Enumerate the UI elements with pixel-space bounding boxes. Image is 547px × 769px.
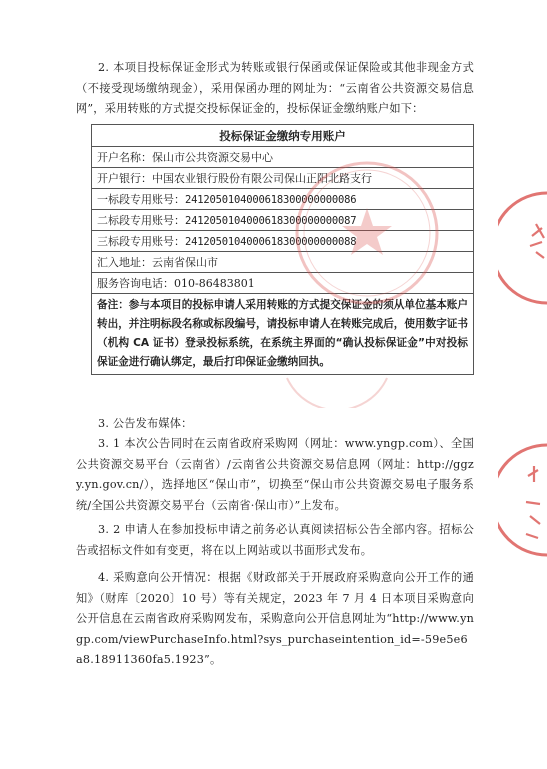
table-row (92, 168, 474, 189)
row-value: 010-86483801 (174, 277, 255, 290)
table-title: 投标保证金缴纳专用账户 (92, 125, 474, 147)
table-row (92, 231, 474, 252)
row-label: 一标段专用账号： (97, 193, 185, 206)
table-note: 备注：参与本项目的投标申请人采用转账的方式提交保证金的须从单位基本账户转出，并注明标段名称或标段编号，请投标申请人在转账完成后，使用数字证书（机构 CA 证书）登录投标系统，在系统主界面的“确认投标保证金”中对投标保证金进行确认绑定，最后打印保证金缴纳回执。 (92, 294, 474, 375)
row-value: 保山市公共资源交易中心 (152, 151, 273, 164)
row-label: 开户名称： (97, 151, 152, 164)
edge-seal-top (498, 188, 547, 308)
table-row (92, 252, 474, 273)
row-value: 云南省保山市 (152, 256, 218, 269)
table-row (92, 273, 474, 294)
row-value: 2412050104000618300000000088 (185, 236, 357, 248)
table-note-row (92, 294, 474, 375)
table-row (92, 210, 474, 231)
section-3-heading: 3. 公告发布媒体： (98, 417, 193, 430)
row-value: 2412050104000618300000000086 (185, 194, 357, 206)
table-row (92, 147, 474, 168)
row-label: 服务咨询电话： (97, 277, 174, 290)
table-row (92, 189, 474, 210)
deposit-account-table (91, 124, 474, 375)
table-header-row (92, 125, 474, 147)
row-value: 2412050104000618300000000087 (185, 215, 357, 227)
section-4: 4. 采购意向公开情况：根据《财政部关于开展政府采购意向公开工作的通知》（财库〔2020〕10 号）等有关规定，2023 年 7 月 4 日本项目采购意向公开信息在云南省政府采购网发布，采购意向公开信息网址为“http://www.yngp.com/viewPurchaseInfo.html?sys_purchaseintention_id=-59e5e6a8.18911360fa5.1923”。 (76, 571, 474, 666)
row-label: 三标段专用账号： (97, 235, 185, 248)
section-3-1: 3. 1 本次公告同时在云南省政府采购网（网址：www.yngp.com）、全国公共资源交易平台（云南省）/云南省公共资源交易信息网（网址：http://ggzy.yn.gov.cn/），选择地区“保山市”，切换至“保山市公共资源交易电子服务系统/全国公共资源交易平台（云南省·保山市）”上发布。 (76, 437, 474, 512)
section-2-intro: 2. 本项目投标保证金形式为转账或银行保函或保证保险或其他非现金方式（不接受现场缴纳现金），采用保函办理的网址为：“云南省公共资源交易信息网”，采用转账的方式提交投标保证金的，投标保证金缴纳账户如下： (76, 61, 474, 115)
row-label: 二标段专用账号： (97, 214, 185, 227)
row-label: 开户银行： (97, 172, 152, 185)
row-value: 中国农业银行股份有限公司保山正阳北路支行 (152, 172, 372, 185)
row-label: 汇入地址： (97, 256, 152, 269)
edge-seal-bottom (498, 440, 547, 560)
section-3-2: 3. 2 申请人在参加投标申请之前务必认真阅读招标公告全部内容。招标公告或招标文件如有变更，将在以上网站或以书面形式发布。 (76, 523, 474, 557)
